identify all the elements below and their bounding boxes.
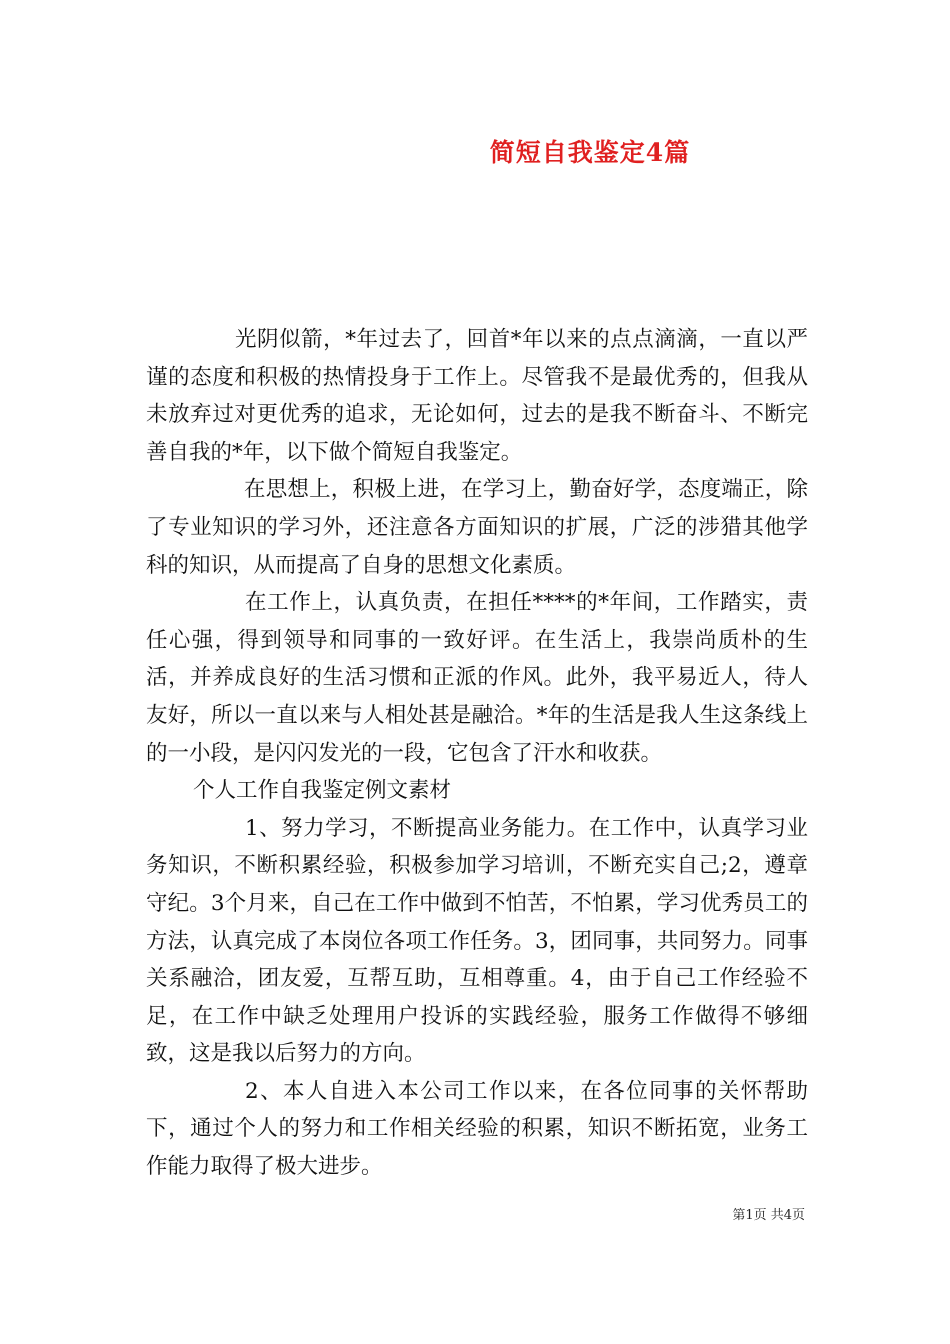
paragraph-thought: 在思想上，积极上进，在学习上，勤奋好学，态度端正，除了专业知识的学习外，还注意各方面知识的扩展，广泛的涉猎其他学科的知识，从而提高了自身的思想文化素质。 [146, 477, 808, 578]
document-body [146, 321, 808, 1186]
paragraph-item-2: 2、本人自进入本公司工作以来，在各位同事的关怀帮助下，通过个人的努力和工作相关经验的积累，知识不断拓宽，业务工作能力取得了极大进步。 [146, 1078, 808, 1180]
section-heading: 个人工作自我鉴定例文素材 [193, 778, 452, 804]
page-number: 第1页 共4页 [732, 1208, 805, 1223]
paragraph-work: 在工作上，认真负责，在担任****的*年间，工作踏实，责任心强，得到领导和同事的一致好评。在生活上，我崇尚质朴的生活，并养成良好的生活习惯和正派的作风。此外，我平易近人，待人友好，所以一直以来与人相处甚是融洽。*年的生活是我人生这条线上的一小段，是闪闪发光的一段，它包含了汗水和收获。 [146, 590, 808, 766]
paragraph-item-1: 1、努力学习，不断提高业务能力。在工作中，认真学习业务知识，不断积累经验，积极参加学习培训，不断充实自己;2，遵章守纪。3个月来，自己在工作中做到不怕苦，不怕累，学习优秀员工的方法，认真完成了本岗位各项工作任务。3，团同事，共同努力。同事关系融洽，团友爱，互帮互助，互相尊重。4，由于自己工作经验不足，在工作中缺乏处理用户投诉的实践经验，服务工作做得不够细致，这是我以后努力的方向。 [146, 815, 808, 1067]
document-title: 简短自我鉴定4篇 [489, 138, 691, 167]
paragraph-intro: 光阴似箭，*年过去了，回首*年以来的点点滴滴，一直以严谨的态度和积极的热情投身于工作上。尽管我不是最优秀的，但我从未放弃过对更优秀的追求，无论如何，过去的是我不断奋斗、不断完善自我的*年，以下做个简短自我鉴定。 [146, 327, 808, 465]
